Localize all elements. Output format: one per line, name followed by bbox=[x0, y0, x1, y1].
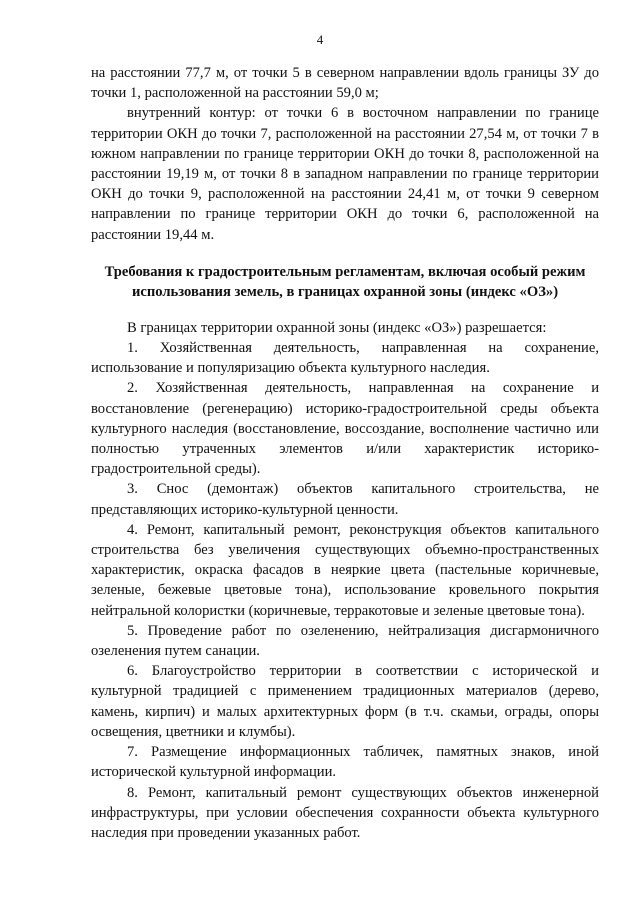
list-item-2: 2. Хозяйственная деятельность, направленная на сохранение и восстановление (регенерацию) историко-градостроительной среды объекта культурного наследия (восстановление, воссоздание, восполнение частично или полностью утраченных элементов и/или характеристик историко-градостроительной среды). bbox=[91, 380, 599, 478]
section-heading: Требования к градостроительным регламентам, включая особый режим использования земель, в границах охранной зоны (индекс «ОЗ») bbox=[104, 263, 586, 301]
list-item-3: 3. Снос (демонтаж) объектов капитального строительства, не представляющих историко-культурной ценности. bbox=[91, 481, 599, 518]
list-item-4: 4. Ремонт, капитальный ремонт, реконструкция объектов капитального строительства без увеличения существующих объемно-пространственных характеристик, окраска фасадов в неяркие цвета (пастельные коричневые, зеленые, бежевые цветовые тона), использование кровельного покрытия нейтральной колористки (коричневые, терракотовые и зеленые цветовые тона). bbox=[91, 521, 599, 619]
page-number: 4 bbox=[316, 32, 324, 47]
page-content bbox=[91, 63, 599, 843]
list-item-5: 5. Проведение работ по озеленению, нейтрализация дисгармоничного озеленения путем санации. bbox=[91, 622, 599, 660]
list-item-6: 6. Благоустройство территории в соответствии с исторической и культурной традицией с применением традиционных материалов (дерево, камень, кирпич) и малых архитектурных форм (в т.ч. скамьи, ограды, опоры освещения, цветники и клумбы). bbox=[91, 663, 599, 740]
paragraph-continuation: на расстоянии 77,7 м, от точки 5 в северном направлении вдоль границы ЗУ до точки 1, расположенной на расстоянии 59,0 м; bbox=[91, 65, 599, 102]
list-intro: В границах территории охранной зоны (индекс «ОЗ») разрешается: bbox=[127, 319, 547, 336]
list-item-8: 8. Ремонт, капитальный ремонт существующих объектов инженерной инфраструктуры, при условии обеспечения сохранности объекта культурного наследия при проведении указанных работ. bbox=[91, 784, 599, 841]
list-item-1: 1. Хозяйственная деятельность, направленная на сохранение, использование и популяризацию объекта культурного наследия. bbox=[91, 340, 599, 377]
list-item-7: 7. Размещение информационных табличек, памятных знаков, иной исторической культурной информации. bbox=[91, 744, 599, 781]
paragraph-inner-contour: внутренний контур: от точки 6 в восточном направлении по границе территории ОКН до точки 7, расположенной на расстоянии 27,54 м, от точки 7 в южном направлении по границе территории ОКН до точки 8, расположенной на расстоянии 19,19 м, от точки 8 в западном направлении по границе территории ОКН до точки 9, расположенной на расстоянии 24,41 м, от точки 9 северном направлении по границе территории ОКН до точки 6, расположенной на расстоянии 19,44 м. bbox=[91, 105, 599, 243]
